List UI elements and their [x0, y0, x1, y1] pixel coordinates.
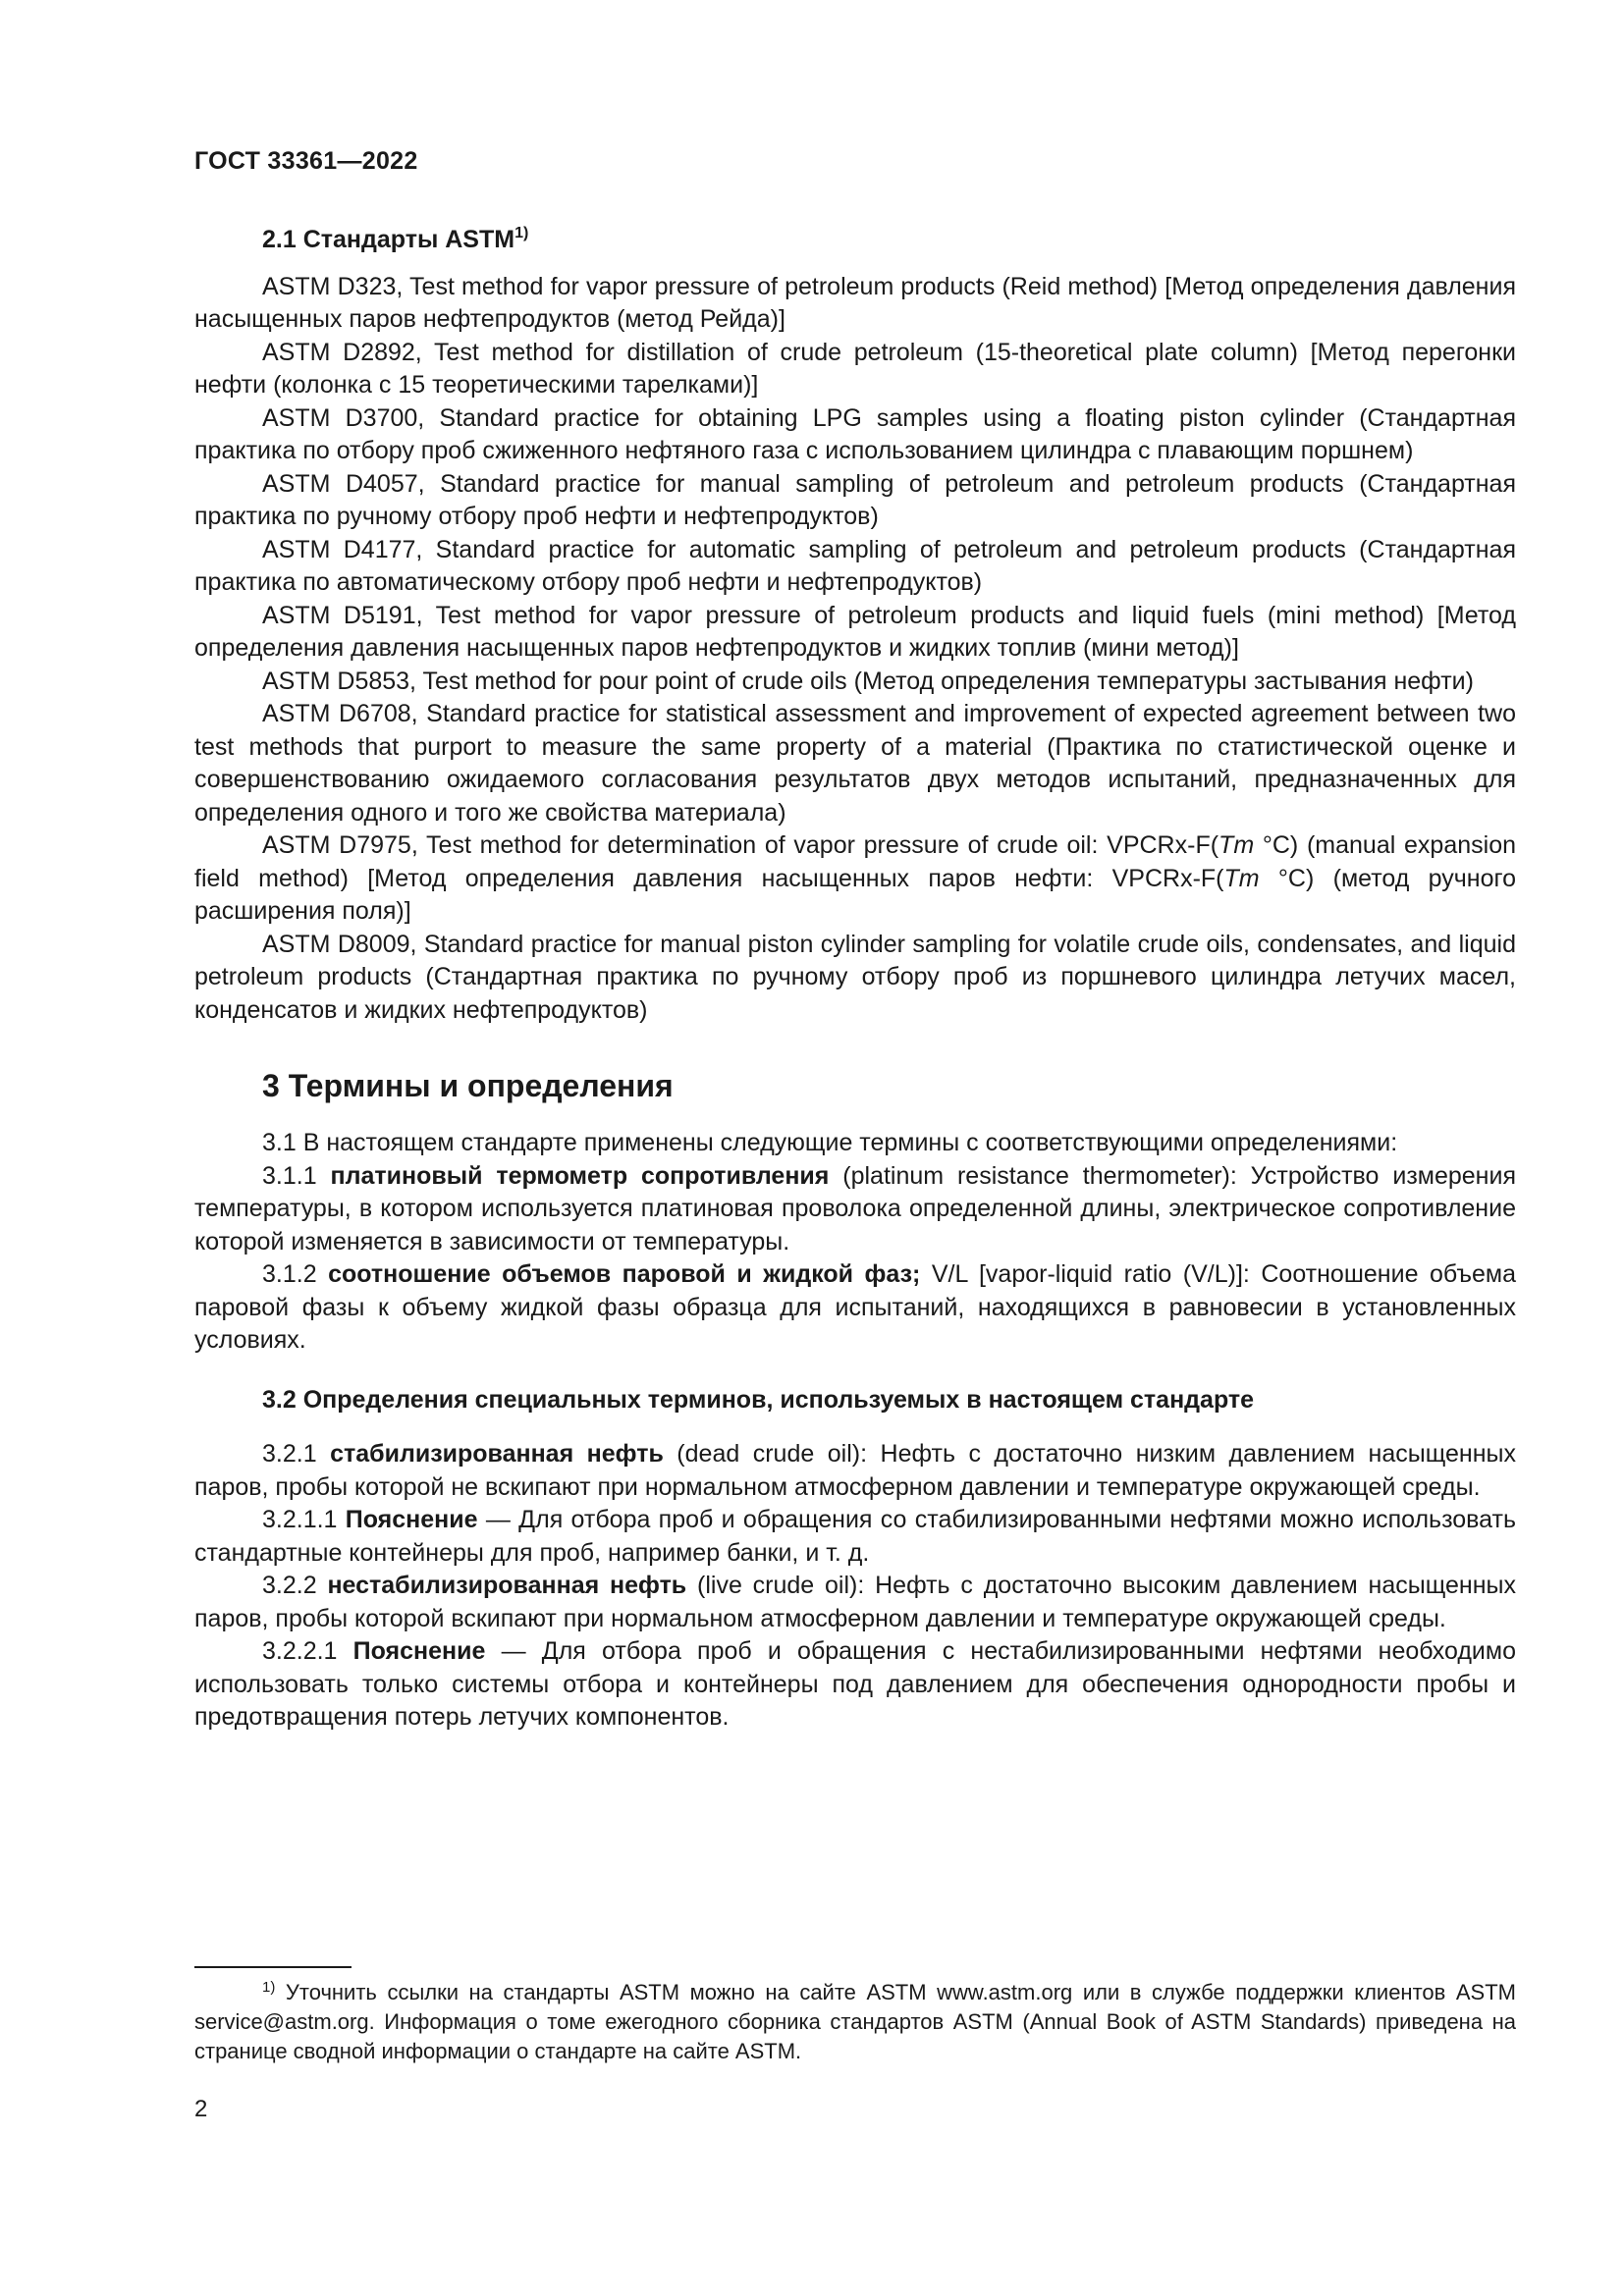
astm-entry-d4057: ASTM D4057, Standard practice for manual sampling of petroleum and petroleum products (Стандартная практика по ручному отбору проб нефти и нефтепродуктов) [194, 469, 1516, 530]
d7975-text-a: ASTM D7975, Test method for determination of vapor pressure of crude oil: VPCRx-F( [262, 831, 1219, 859]
astm-entry-d5191: ASTM D5191, Test method for vapor pressure of petroleum products and liquid fuels (mini method) [Метод определения давления насыщенных паров нефтепродуктов и жидких топлив (мини метод)] [194, 601, 1516, 662]
astm-heading-text: 2.1 Стандарты ASTM [262, 226, 515, 253]
term-definition: (live crude oil): Нефть с достаточно высоким давлением насыщенных паров, пробы которой вскипают при нормальном атмосферном давлении и температуре окружающей среды. [194, 1572, 1516, 1632]
astm-entry-d323: ASTM D323, Test method for vapor pressure of petroleum products (Reid method) [Метод определения давления насыщенных паров нефтепродуктов (метод Рейда)] [194, 272, 1516, 333]
note-text: — Для отбора проб и обращения со стабилизированными нефтями можно использовать стандартные контейнеры для проб, например банки, и т. д. [194, 1506, 1516, 1567]
term-name: соотношение объемов паровой и жидкой фаз; [328, 1260, 921, 1288]
astm-entry-d5853: ASTM D5853, Test method for pour point of crude oils (Метод определения температуры застывания нефти) [262, 667, 1474, 695]
page-number: 2 [194, 2096, 208, 2122]
astm-subsection-heading [194, 224, 1516, 257]
astm-entry-d2892: ASTM D2892, Test method for distillation of crude petroleum (15-theoretical plate column) [Метод перегонки нефти (колонка с 15 теоретическими тарелками)] [194, 338, 1516, 399]
astm-entry-d6708: ASTM D6708, Standard practice for statistical assessment and improvement of expected agreement between two test methods that purport to measure the same property of a material (Практика по статистической оценке и совершенствованию ожидаемого согласования результатов двух методов испытаний, предназначенных для определения одного и того же свойства материала) [194, 700, 1516, 827]
note-label: Пояснение [345, 1506, 478, 1533]
footnote-mark: 1) [262, 1979, 276, 1996]
clause-number: 3.2.2 [262, 1572, 328, 1599]
clause-number: 3.2.2.1 [262, 1637, 353, 1665]
astm-entry-d7975 [194, 829, 1516, 929]
page-content [194, 224, 1516, 1735]
clause-3-2-2-1 [194, 1635, 1516, 1735]
term-name: стабилизированная нефть [330, 1440, 664, 1468]
term-name: платиновый термометр сопротивления [330, 1161, 830, 1190]
tm-symbol: Tm [1223, 864, 1260, 892]
astm-entry-d8009: ASTM D8009, Standard practice for manual piston cylinder sampling for volatile crude oils, condensates, and liquid petroleum products (Стандартная практика по ручному отбору проб из поршневого цилиндра летучих масел, конденсатов и жидких нефтепродуктов) [194, 930, 1516, 1024]
d7975-text-c: °C) (метод ручного расширения поля)] [194, 864, 1516, 925]
clause-number: 3.2.1.1 [262, 1506, 346, 1533]
clause-3-2-2 [194, 1570, 1516, 1635]
term-name: нестабилизированная нефть [327, 1572, 687, 1599]
term-definition: V/L [vapor-liquid ratio (V/L)]: Соотношение объема паровой фазы к объему жидкой фазы образца для испытаний, находящихся в равновесии в установленных условиях. [194, 1260, 1516, 1354]
term-definition: (dead crude oil): Нефть с достаточно низким давлением насыщенных паров, пробы которой не вскипают при нормальном атмосферном давлении и температуре окружающей среды. [194, 1440, 1516, 1501]
d7975-text-b: °C) (manual expansion field method) [Метод определения давления насыщенных паров нефти: VPCRx-F( [194, 831, 1516, 892]
astm-entry-d3700: ASTM D3700, Standard practice for obtaining LPG samples using a floating piston cylinder (Стандартная практика по отбору проб сжиженного нефтяного газа с использованием цилиндра с плавающим поршнем) [194, 403, 1516, 464]
clause-3-2-1 [194, 1438, 1516, 1504]
footnote-text: Уточнить ссылки на стандарты ASTM можно на сайте ASTM www.astm.org или в службе поддержки клиентов ASTM service@astm.org. Информация о томе ежегодного сборника стандартов ASTM (Annual Book of ASTM Standards) приведена на странице сводной информации о стандарте на сайте ASTM. [194, 1980, 1516, 2063]
clause-number: 3.1.1 [262, 1161, 331, 1190]
footnote [194, 1978, 1516, 2066]
note-text: — Для отбора проб и обращения с нестабилизированными нефтями необходимо использовать только системы отбора и контейнеры под давлением для обеспечения однородности пробы и предотвращения потерь летучих компонентов. [194, 1637, 1516, 1731]
note-label: Пояснение [352, 1637, 486, 1665]
tm-symbol: Tm [1218, 831, 1255, 859]
clause-number: 3.2.1 [262, 1440, 331, 1468]
document-id-header: ГОСТ 33361—2022 [194, 147, 418, 175]
subsection-3-2-heading: 3.2 Определения специальных терминов, используемых в настоящем стандарте [262, 1385, 1255, 1414]
clause-3-1: 3.1 В настоящем стандарте применены следующие термины с соответствующими определениями: [262, 1129, 1398, 1156]
clause-number: 3.1.2 [262, 1260, 329, 1288]
term-definition: (platinum resistance thermometer): Устройство измерения температуры, в котором используется платиновая проволока определенной длины, электрическое сопротивление которой изменяется в зависимости от температуры. [194, 1161, 1516, 1255]
clause-3-1-2 [194, 1258, 1516, 1358]
footnote-divider [194, 1966, 352, 1968]
section-title: 3 Термины и определения [262, 1068, 674, 1103]
footnote-reference: 1) [514, 225, 529, 241]
clause-3-1-1 [194, 1160, 1516, 1259]
astm-entry-d4177: ASTM D4177, Standard practice for automatic sampling of petroleum and petroleum products (Стандартная практика по автоматическому отбору проб нефти и нефтепродуктов) [194, 535, 1516, 596]
clause-3-2-1-1 [194, 1504, 1516, 1570]
